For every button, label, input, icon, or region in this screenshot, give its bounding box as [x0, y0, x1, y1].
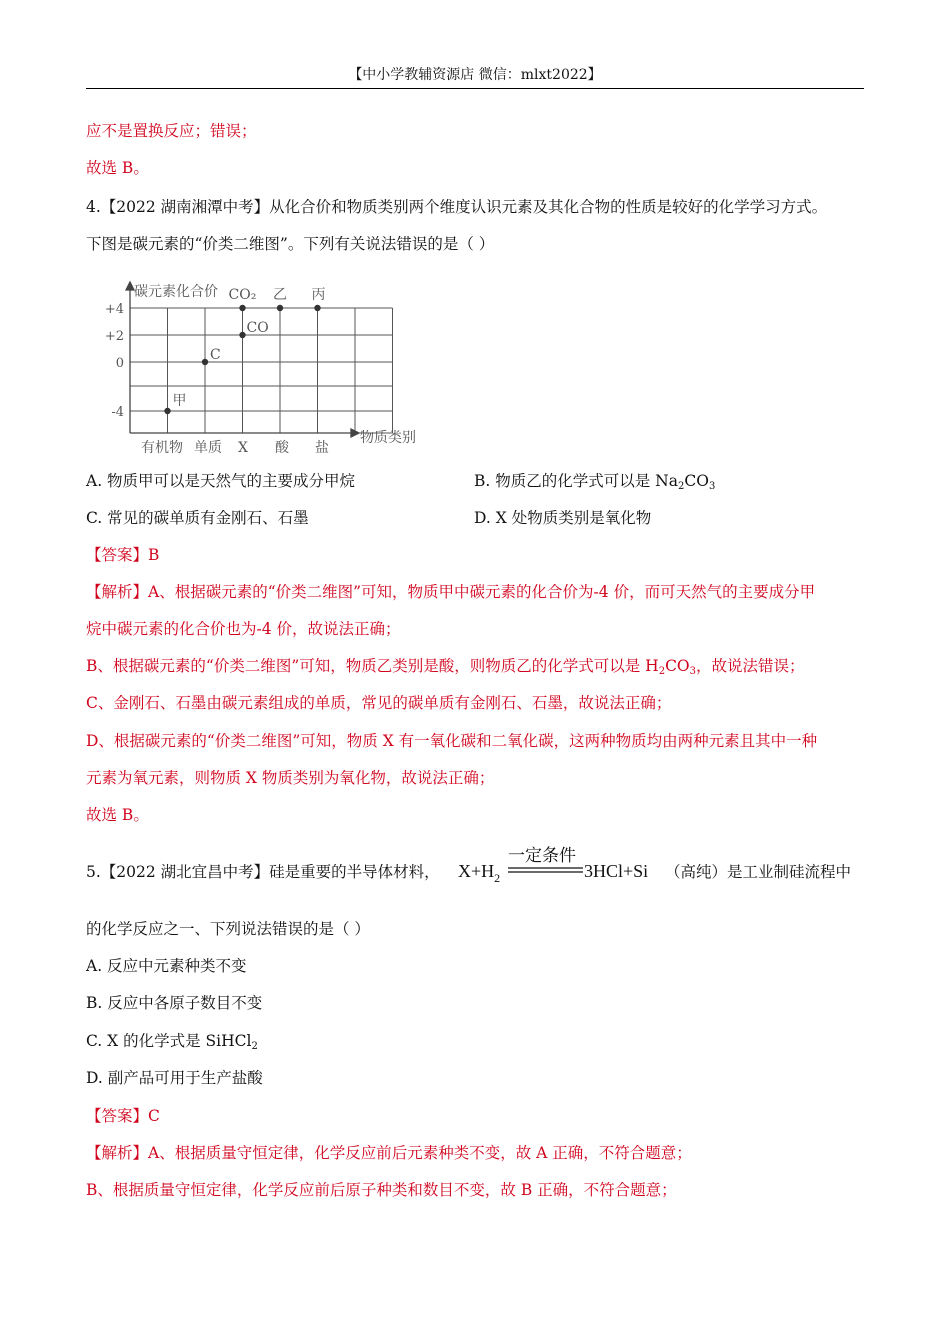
y-tick-label: +2	[104, 329, 124, 344]
data-point	[314, 305, 320, 311]
point-label: 甲	[172, 393, 187, 409]
explanation-line: D、根据碳元素的“价类二维图”可知，物质 X 有一氧化碳和二氧化碳，这两种物质均由两种元素且其中一种	[86, 732, 818, 750]
explanation-line: B、根据碳元素的“价类二维图”可知，物质乙类别是酸，则物质乙的化学式可以是 $H_2CO_3$，故说法错误；	[86, 657, 805, 677]
y-axis-arrow	[126, 282, 134, 290]
question-4-stem-2: 下图是碳元素的“价类二维图”。下列有关说法错误的是（ ）	[86, 235, 495, 253]
option-d: D. X 处物质类别是氧化物	[474, 509, 652, 527]
data-point	[239, 305, 245, 311]
svg-text:一定条件: 一定条件	[508, 846, 576, 866]
option-b: B. 反应中各原子数目不变	[86, 994, 263, 1012]
point-label: 丙	[311, 287, 326, 303]
text-line: 故选 B。	[86, 159, 149, 177]
data-point	[164, 408, 170, 414]
header-divider	[86, 88, 864, 89]
x-tick-label: 单质	[194, 440, 222, 456]
data-point	[239, 332, 245, 338]
option-d: D. 副产品可用于生产盐酸	[86, 1069, 263, 1087]
x-tick-label: 盐	[315, 440, 329, 456]
explanation-line: B、根据质量守恒定律，化学反应前后原子种类和数目不变，故 B 正确，不符合题意；	[86, 1181, 677, 1199]
explanation-line: C、金刚石、石墨由碳元素组成的单质，常见的碳单质有金刚石、石墨，故说法正确；	[86, 694, 672, 712]
answer: 【答案】B	[86, 546, 160, 564]
answer: 【答案】C	[86, 1107, 160, 1125]
option-b: B. 物质乙的化学式可以是 $Na_2CO_3$	[474, 472, 716, 492]
x-tick-labels	[141, 439, 329, 456]
point-label: C	[210, 347, 221, 363]
point-label: CO₂	[228, 287, 257, 303]
valence-category-chart	[100, 276, 440, 461]
explanation-line: 【解析】A、根据碳元素的“价类二维图”可知，物质甲中碳元素的化合价为-4 价，而可天然气的主要成分甲	[86, 583, 816, 601]
data-point	[277, 305, 283, 311]
x-tick-label: 酸	[275, 440, 289, 456]
svg-text:3HCl+Si: 3HCl+Si	[584, 861, 649, 881]
option-a: A. 反应中元素种类不变	[86, 957, 247, 975]
point-label: 乙	[273, 287, 287, 303]
x-tick-label: 有机物	[141, 440, 183, 456]
explanation-line: 烷中碳元素的化合价也为-4 价，故说法正确；	[86, 620, 401, 638]
explanation-line: 元素为氧元素，则物质 X 物质类别为氧化物，故说法正确；	[86, 769, 495, 787]
y-tick-label: +4	[104, 302, 124, 317]
text-line: 应不是置换反应；错误；	[86, 122, 257, 140]
data-point	[202, 359, 208, 365]
option-c: C. 常见的碳单质有金刚石、石墨	[86, 509, 309, 527]
x-axis-label: 物质类别	[360, 430, 416, 446]
explanation-line: 【解析】A、根据质量守恒定律，化学反应前后元素种类不变，故 A 正确，不符合题意；	[86, 1144, 692, 1162]
option-a: A. 物质甲可以是天然气的主要成分甲烷	[86, 472, 356, 490]
y-tick-label: -4	[111, 405, 124, 420]
question-4-stem: 4.【2022 湖南湘潭中考】从化合价和物质类别两个维度认识元素及其化合物的性质是较好的化学学习方式。	[86, 198, 828, 216]
question-5-stem: 5.【2022 湖北宜昌中考】硅是重要的半导体材料，	[86, 863, 440, 881]
chart-points	[164, 287, 325, 414]
svg-text:X+H2: $X+H_2$	[458, 861, 501, 885]
question-5-stem-end: （高纯）是工业制硅流程中	[665, 863, 852, 881]
question-5-stem-2: 的化学反应之一、下列说法错误的是（ ）	[86, 920, 370, 938]
y-tick-label: 0	[115, 356, 124, 371]
y-axis-label: 碳元素化合价	[134, 284, 218, 300]
y-tick-labels	[105, 302, 124, 420]
page-header: 【中小学教辅资源店 微信：mlxt2022】	[348, 67, 602, 83]
point-label: CO	[246, 320, 269, 336]
x-tick-label: X	[238, 440, 248, 456]
explanation-line: 故选 B。	[86, 806, 149, 824]
option-c: C. X 的化学式是 SiHCl$_2$	[86, 1032, 258, 1052]
